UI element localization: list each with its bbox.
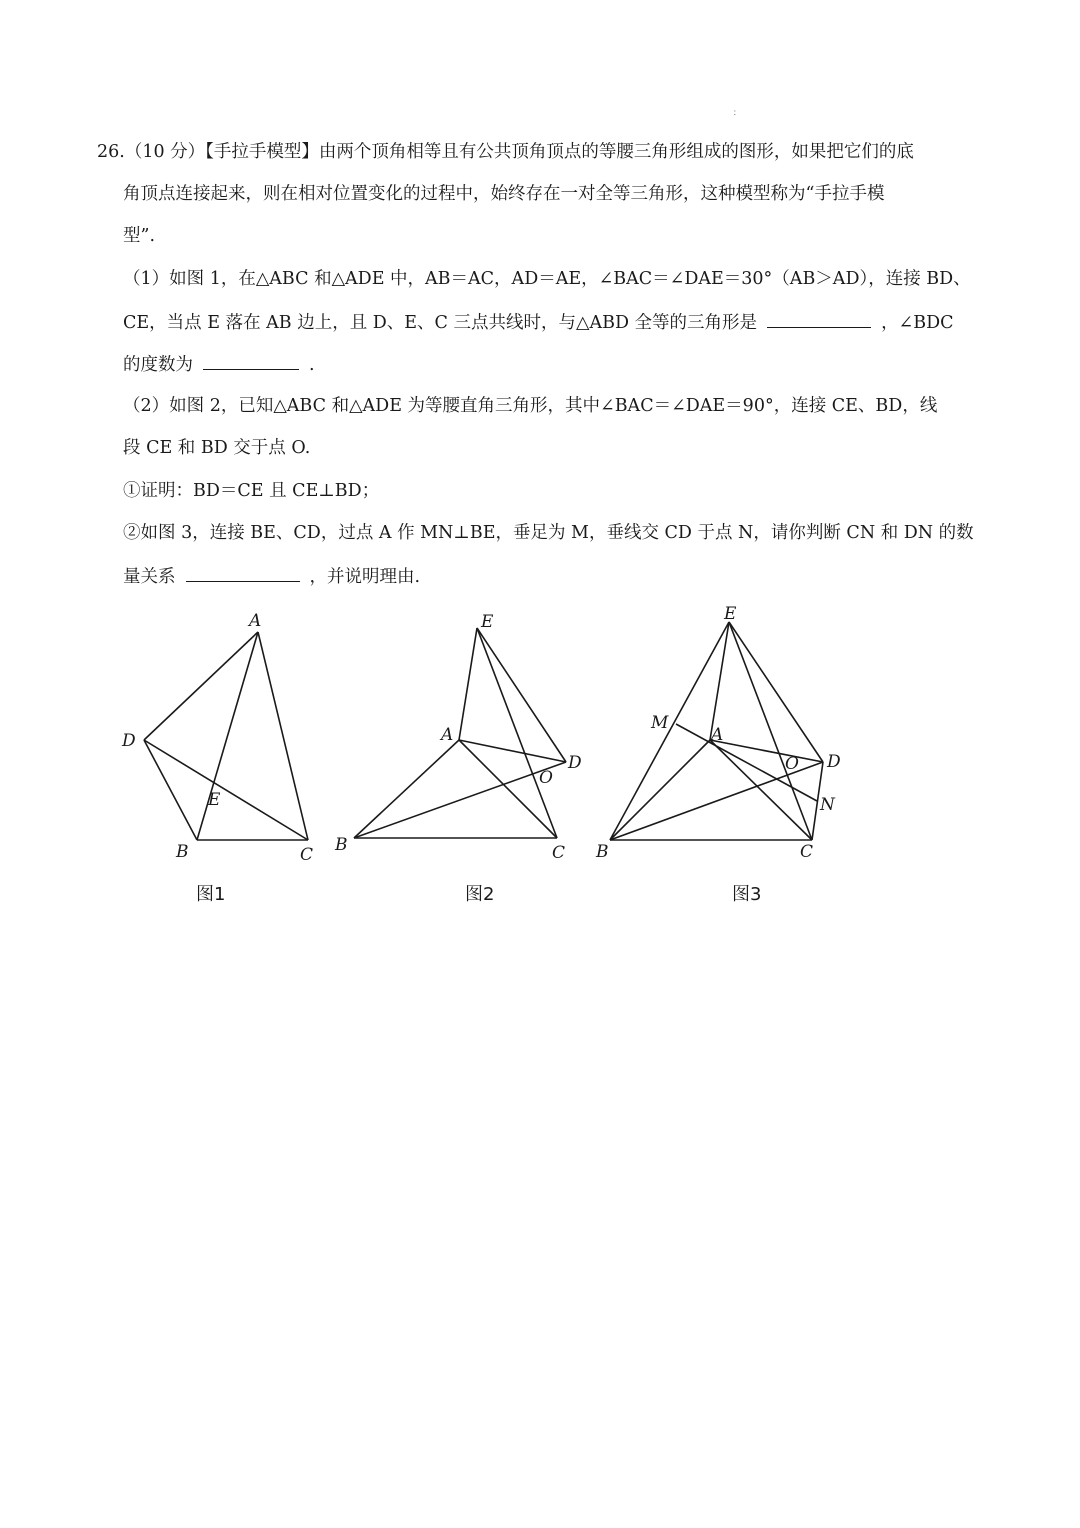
- header-mark: ：: [733, 108, 741, 117]
- fig1-label-A: A: [249, 611, 262, 631]
- fig3-label-D: D: [827, 752, 841, 772]
- fig3-label-M: M: [651, 713, 669, 733]
- fig3-label-N: N: [820, 795, 835, 815]
- part1-line-1: （1）如图 1，在△ABC 和△ADE 中，AB＝AC，AD＝AE，∠BAC＝∠DAE＝30°（AB＞AD），连接 BD、: [123, 269, 971, 289]
- fig2-label-B: B: [335, 835, 348, 855]
- fig3-label-A: A: [711, 725, 724, 745]
- figure-3-caption: 图3: [732, 884, 762, 905]
- part2-item-1: ①证明：BD＝CE 且 CE⊥BD；: [123, 481, 380, 501]
- fig1-label-E: E: [208, 790, 221, 810]
- part1-line-3b: .: [309, 355, 315, 375]
- fig1-label-C: C: [300, 845, 314, 865]
- fig3-label-O: O: [785, 754, 799, 774]
- fig1-label-D: D: [122, 731, 136, 751]
- fig2-label-D: D: [568, 753, 582, 773]
- part1-line-2a: CE，当点 E 落在 AB 边上，且 D、E、C 三点共线时，与△ABD 全等的三角形是: [123, 313, 758, 333]
- fig3-label-B: B: [596, 842, 609, 862]
- question-intro-line-2: 角顶点连接起来，则在相对位置变化的过程中，始终存在一对全等三角形，这种模型称为“手拉手模: [123, 184, 885, 204]
- fig3-label-E: E: [724, 604, 737, 624]
- figure-1-caption: 图1: [196, 884, 226, 905]
- fig3-label-C: C: [800, 842, 814, 862]
- question-intro-line-1: 26.（10 分）【手拉手模型】由两个顶角相等且有公共顶角顶点的等腰三角形组成的图形，如果把它们的底: [97, 142, 914, 162]
- figure-1-diagram: [144, 632, 308, 840]
- fig2-label-E: E: [481, 612, 494, 632]
- fig1-label-B: B: [176, 842, 189, 862]
- part2-line-2: 段 CE 和 BD 交于点 O.: [123, 438, 311, 458]
- figure-2-caption: 图2: [465, 884, 495, 905]
- fig2-label-C: C: [552, 843, 566, 863]
- fig2-label-O: O: [539, 768, 553, 788]
- part1-line-3a: 的度数为: [123, 355, 193, 375]
- figure-2-diagram: [354, 628, 566, 838]
- question-intro-line-3: 型”.: [123, 226, 156, 246]
- part1-line-2b: ，∠BDC: [881, 313, 954, 333]
- part2-line-1: （2）如图 2，已知△ABC 和△ADE 为等腰直角三角形，其中∠BAC＝∠DAE＝90°，连接 CE、BD，线: [123, 396, 938, 416]
- part2-item-2-line-1: ②如图 3，连接 BE、CD，过点 A 作 MN⊥BE，垂足为 M，垂线交 CD 于点 N，请你判断 CN 和 DN 的数: [123, 523, 974, 543]
- part2-item-2-line-2a: 量关系: [123, 567, 176, 587]
- fig2-label-A: A: [441, 725, 454, 745]
- part2-item-2-line-2b: ，并说明理由.: [309, 567, 421, 587]
